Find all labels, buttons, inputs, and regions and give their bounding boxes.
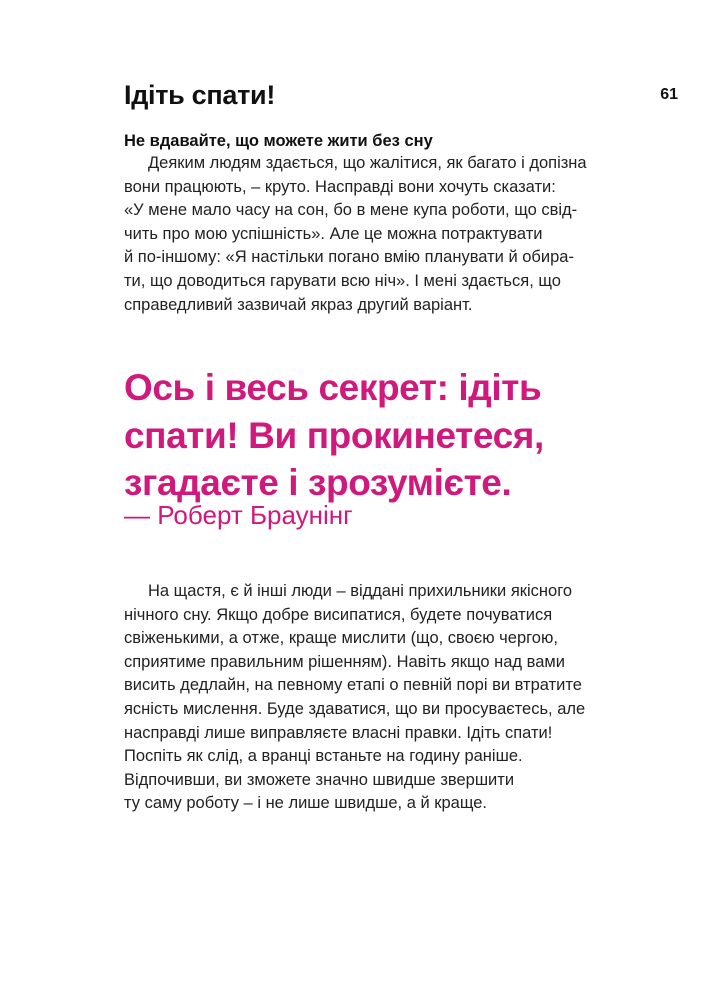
text-line: ти, що доводиться гарувати всю ніч». І мені здається, що — [124, 271, 561, 290]
quote-author: — Роберт Браунінг — [124, 500, 353, 530]
text-line: вони працюють, – круто. Насправді вони хочуть сказати: — [124, 177, 556, 196]
text-line: ту саму роботу – і не лише швидше, а й краще. — [124, 794, 487, 813]
text-line: Поспіть як слід, а вранці встаньте на годину раніше. — [124, 747, 523, 766]
text-line: насправді лише виправляєте власні правки. Ідіть спати! — [124, 723, 553, 742]
text-line: справедливий зазвичай якраз другий варіант. — [124, 295, 473, 314]
text-line: сприятиме правильним рішенням). Навіть якщо над вами — [124, 652, 565, 671]
text-line: ясність мислення. Буде здаватися, що ви просуваєтесь, але — [124, 699, 586, 718]
text-line: нічного сну. Якщо добре висипатися, будете почуватися — [124, 605, 553, 624]
pull-quote — [124, 364, 544, 507]
chapter-title: Ідіть спати! — [124, 80, 276, 110]
paragraph-1 — [124, 152, 587, 317]
text-line: чить про мою успішність». Але це можна потрактувати — [124, 224, 543, 243]
section-subheading: Не вдавайте, що можете жити без сну — [124, 132, 433, 150]
text-line: «У мене мало часу на сон, бо в мене купа роботи, що свід- — [124, 201, 578, 220]
quote-line: спати! Ви прокинетеся, — [124, 414, 544, 456]
text-line: висить дедлайн, на певному етапі о певній порі ви втратите — [124, 676, 582, 695]
text-line: свіженькими, а отже, краще мислити (що, своєю чергою, — [124, 629, 558, 648]
quote-line: Ось і весь секрет: ідіть — [124, 367, 542, 408]
paragraph-2 — [124, 580, 585, 816]
text-line: Відпочивши, ви зможете значно швидше звершити — [124, 770, 515, 789]
text-line: й по-іншому: «Я настільки погано вмію планувати й обира- — [124, 248, 574, 267]
page-number: 61 — [660, 86, 678, 103]
text-line: Деяким людям здається, що жалітися, як багато і допізна — [148, 154, 587, 172]
quote-line: згадаєте і зрозумієте. — [124, 462, 512, 503]
text-line: На щастя, є й інші люди – віддані прихильники якісного — [148, 582, 573, 600]
